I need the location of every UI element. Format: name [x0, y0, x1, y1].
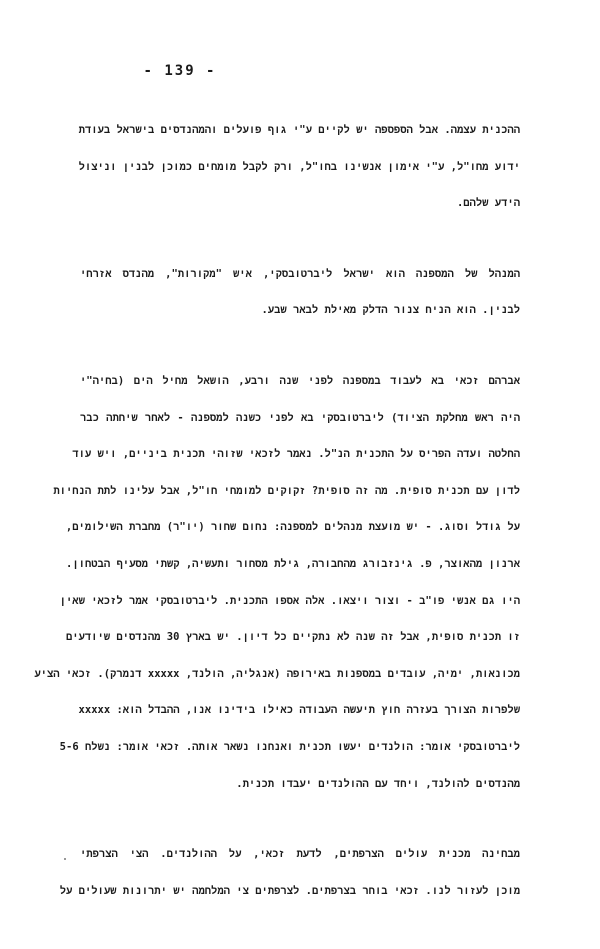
text-line: מוכן לעזור לנו. זכאי בוחר בצרפתים. לצרפתים צי המלחמה יש יתרונות שעולים על [59, 884, 520, 897]
text-line: ידוע מחו"ל, ע"י אימון אנשינו בחו"ל, ורק לקבל מומחים כמוכן לבנין וניצול [78, 160, 520, 173]
text-line: היו גם אנשי פו"ב - וצור ויצאו. אלה אספו התכנית. ליברטובסקי אמר לזכאי שאין [59, 594, 520, 607]
body-text [34, 118, 520, 949]
text-line: המנהל של המספנה הוא ישראל ליברטובסקי, איש "מקורות", מהנדס אזרחי [80, 267, 520, 280]
text-line: אברהם זכאי בא לעבוד במספנה לפני שנה ורבע, הושאל מחיל הים (בחיה"י [80, 374, 520, 387]
text-line: ליברטובסקי אומר: הולנדים יעשו תכנית ואנחנו נשאר אותה. זכאי אומר: נשלח 5-6 [59, 740, 520, 753]
text-line: על גודל וסוג. - יש מועצת מנהלים למספנה: נחום שחור (יו"ר) מחברת השילומים, [65, 521, 520, 534]
text-line: ההכנית עצמה. אבל הספספה יש לקיים ע"י גוף פועלים והמהנדסים בישראל בעודת [78, 124, 520, 136]
paragraph [80, 262, 520, 335]
paragraph [80, 118, 520, 228]
text-line: החלטה ועדה הפריס על התכנית הנ"ל. נאמר לזכאי שזוהי תכנית ביניים, ויש עוד [72, 448, 520, 461]
paragraph [34, 369, 520, 808]
text-line: מכונאות, ימיה, עובדים במספנות באירופה (אנגליה, הולנד, xxxxx דנמרק). זכאי הציע [34, 667, 520, 680]
paragraph [59, 842, 520, 915]
text-line: שלפרות הצורך בעזרה חוץ תיעשה העבודה כאילו בידינו אנו, ההבדל הוא: xxxxx [78, 704, 520, 717]
text-line: היה ראש מחלקת הציוד) ליברטובסקי בא לפני כשנה למספנה - לאחר שיחתה כבר [80, 411, 520, 424]
scan-speck [64, 858, 66, 860]
text-line: הידע שלהם. [456, 197, 520, 210]
text-line: מהנדסים להולנד, ויחד עם ההולנדים יעבדו תכנית. [236, 777, 520, 790]
page-number: - 139 - [143, 63, 217, 79]
text-line: ארנון מהאוצר, פ. גינזבורג מהחבורה, גילת מסחור ותעשיה, קשתי מסעיף הבטחון. [66, 557, 520, 570]
text-line: לבנין. הוא הניח צנור הדלק מאילת לבאר שבע. [261, 304, 520, 317]
text-line: לדון עם תכנית סופית. מה זה סופית? זקוקים למומחי חו"ל, אבל עלינו לתת הנחיות [53, 484, 520, 497]
text-line: זו תכנית סופית, אבל זה שנה לא נתקיים כל דיון. יש בארץ 30 מהנדסים שיודעים [65, 631, 520, 644]
text-line: מבחינה מכנית עולים הצרפתים, לדעת זכאי, על ההולנדים. הצי הצרפתי [80, 848, 520, 861]
